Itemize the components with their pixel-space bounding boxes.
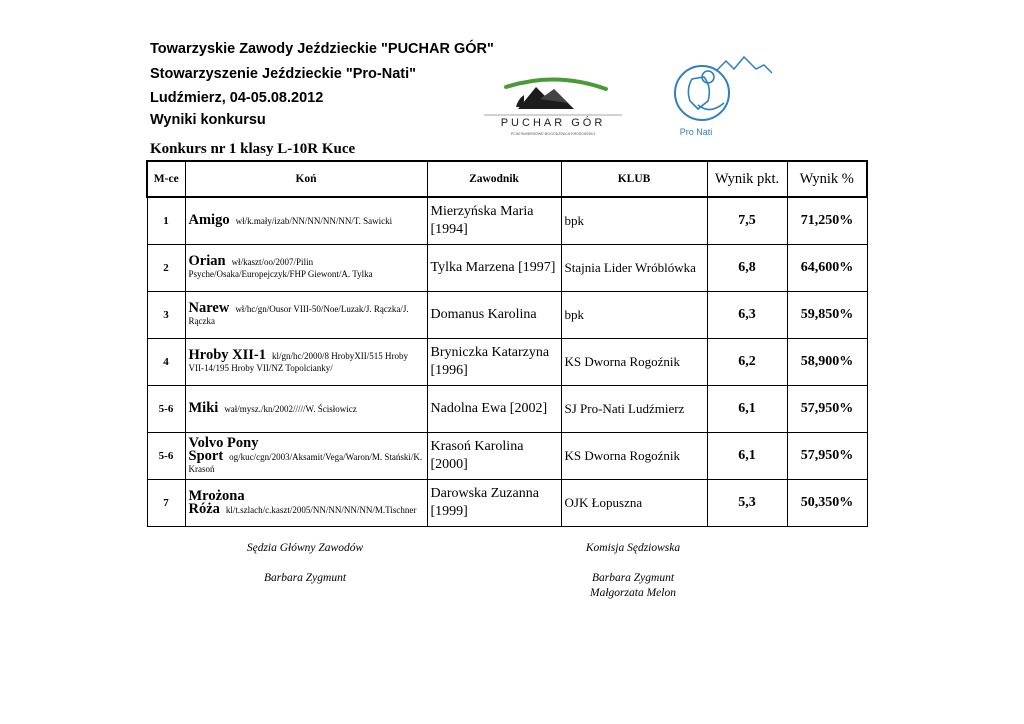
place-cell: 4 <box>147 338 185 385</box>
rider-cell: Tylka Marzena [1997] <box>427 244 561 291</box>
table-row <box>147 291 867 338</box>
pro-nati-logo-text: Pro Nati <box>679 127 713 137</box>
place-cell: 5-6 <box>147 385 185 432</box>
results-table <box>146 160 868 527</box>
header-club: KLUB <box>561 161 707 197</box>
event-location-date: Ludźmierz, 04-05.08.2012 <box>150 90 324 106</box>
horse-details: og/kuc/cgn/2003/Aksamit/Vega/Waron/M. Stański/K. Krasoń <box>188 451 423 474</box>
place-cell: 2 <box>147 244 185 291</box>
points-cell: 6,1 <box>707 432 787 479</box>
club-cell: KS Dworna Rogoźnik <box>561 432 707 479</box>
event-title: Towarzyskie Zawody Jeździeckie "PUCHAR GÓR" <box>150 41 494 57</box>
club-cell: Stajnia Lider Wróblówka <box>561 244 707 291</box>
horse-cell <box>185 479 427 526</box>
club-cell: KS Dworna Rogoźnik <box>561 338 707 385</box>
percent-cell: 71,250% <box>787 197 867 244</box>
horse-details: wał/mysz./kn/2002/////W. Ścisłowicz <box>224 404 357 414</box>
club-cell: SJ Pro-Nati Ludźmierz <box>561 385 707 432</box>
results-heading: Wyniki konkursu <box>150 112 266 128</box>
horse-name: Volvo Pony Sport <box>188 434 259 464</box>
chief-judge-name: Barbara Zygmunt <box>263 572 347 584</box>
header-percent: Wynik % <box>787 161 867 197</box>
points-cell: 6,8 <box>707 244 787 291</box>
horse-cell <box>185 432 427 479</box>
pro-nati-logo <box>668 55 776 140</box>
header-rider: Zawodnik <box>427 161 561 197</box>
points-cell: 7,5 <box>707 197 787 244</box>
puchar-gor-logo-tagline: PCIM·ŚWIEKROWE·BOGODZINICA·KROŚCIENKO <box>510 132 596 136</box>
committee-member-name: Małgorzata Melon <box>590 587 676 599</box>
table-row <box>147 197 867 244</box>
rider-cell: Mierzyńska Maria [1994] <box>427 197 561 244</box>
percent-cell: 50,350% <box>787 479 867 526</box>
place-cell: 7 <box>147 479 185 526</box>
table-row <box>147 338 867 385</box>
horse-details: kl/gn/hc/2000/8 HrobyXII/515 Hroby VII-14/195 Hroby VII/NZ Topolcianky/ <box>188 351 408 373</box>
table-row <box>147 432 867 479</box>
horse-details: kl/t.szlach/c.kaszt/2005/NN/NN/NN/NN/M.Tischner <box>225 504 417 515</box>
percent-cell: 57,950% <box>787 385 867 432</box>
horse-name: Orian <box>188 253 226 269</box>
percent-cell: 59,850% <box>787 291 867 338</box>
rider-cell: Darowska Zuzanna [1999] <box>427 479 561 526</box>
horse-cell <box>185 291 427 338</box>
table-header-row <box>147 161 867 197</box>
horse-name: Narew <box>188 300 230 316</box>
table-row <box>147 479 867 526</box>
horse-cell <box>185 385 427 432</box>
percent-cell: 57,950% <box>787 432 867 479</box>
points-cell: 6,3 <box>707 291 787 338</box>
horse-cell <box>185 244 427 291</box>
table-row <box>147 244 867 291</box>
committee-member-name: Barbara Zygmunt <box>591 572 675 584</box>
horse-details: wł/k.mały/izab/NN/NN/NN/NN/T. Sawicki <box>235 216 393 227</box>
puchar-gor-logo-title: PUCHAR GÓR <box>500 117 606 129</box>
table-row <box>147 385 867 432</box>
header-place: M-ce <box>147 161 185 197</box>
horse-details: wł/hc/gn/Ousor VIII-50/Noe/Luzak/J. Rączka/J. Rączka <box>188 304 409 326</box>
horse-name: Amigo <box>188 212 230 229</box>
points-cell: 5,3 <box>707 479 787 526</box>
points-cell: 6,1 <box>707 385 787 432</box>
judging-committee-block <box>523 541 743 601</box>
club-cell: OJK Łopuszna <box>561 479 707 526</box>
horse-name: Miki <box>188 400 219 416</box>
rider-cell: Domanus Karolina <box>427 291 561 338</box>
horse-details: wł/kaszt/oo/2007/Pilin Psyche/Osaka/Europejczyk/FHP Giewont/A. Tylka <box>188 257 373 279</box>
club-cell: bpk <box>561 291 707 338</box>
rider-cell: Nadolna Ewa [2002] <box>427 385 561 432</box>
percent-cell: 58,900% <box>787 338 867 385</box>
place-cell: 5-6 <box>147 432 185 479</box>
place-cell: 1 <box>147 197 185 244</box>
committee-title: Komisja Sędziowska <box>585 542 681 554</box>
puchar-gor-logo <box>478 75 628 137</box>
points-cell: 6,2 <box>707 338 787 385</box>
competition-title: Konkurs nr 1 klasy L-10R Kuce <box>150 141 356 157</box>
horse-name: Mrożona Róża <box>188 487 245 517</box>
rider-cell: Krasoń Karolina [2000] <box>427 432 561 479</box>
horse-cell <box>185 197 427 244</box>
horse-name: Hroby XII-1 <box>188 347 266 363</box>
header-horse: Koń <box>185 161 427 197</box>
header-points: Wynik pkt. <box>707 161 787 197</box>
chief-judge-title: Sędzia Główny Zawodów <box>246 542 364 554</box>
organizer-name: Stowarzyszenie Jeździeckie "Pro-Nati" <box>150 66 416 82</box>
rider-cell: Bryniczka Katarzyna [1996] <box>427 338 561 385</box>
horse-cell <box>185 338 427 385</box>
place-cell: 3 <box>147 291 185 338</box>
club-cell: bpk <box>561 197 707 244</box>
chief-judge-block <box>195 541 415 586</box>
percent-cell: 64,600% <box>787 244 867 291</box>
